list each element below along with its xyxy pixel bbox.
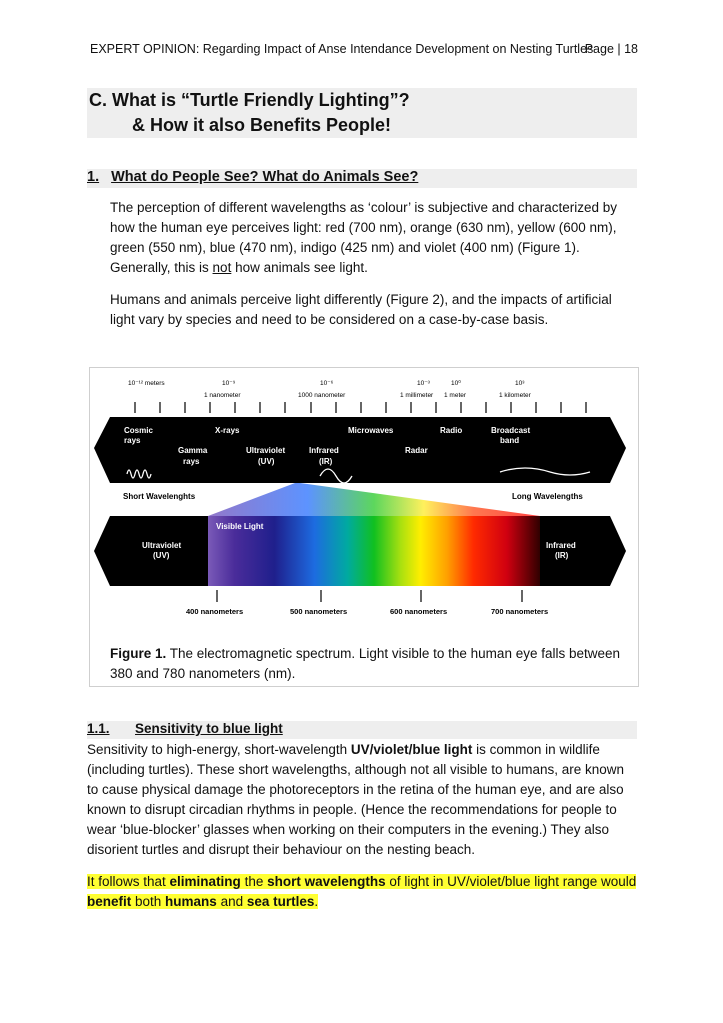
band-label: Cosmic xyxy=(124,426,153,435)
heading-1 xyxy=(87,169,637,188)
band-label: Broadcast xyxy=(491,426,531,435)
scale-label: 1 meter xyxy=(444,392,467,399)
heading-1-1 xyxy=(87,721,637,739)
para4-text: It follows that xyxy=(87,874,170,889)
band-label: Radio xyxy=(440,426,463,435)
section-c-heading xyxy=(87,88,637,138)
band-label: Ultraviolet xyxy=(246,446,286,455)
uv-label: Ultraviolet xyxy=(142,541,182,550)
heading-1-1-number: 1.1. xyxy=(87,721,110,736)
para4-bold: humans xyxy=(165,894,217,909)
band-label: rays xyxy=(124,436,141,445)
scale-label: 10⁻³ xyxy=(417,380,430,387)
para4-bold: sea turtles xyxy=(246,894,315,909)
nm-label: 500 nanometers xyxy=(290,607,348,616)
nm-label: 600 nanometers xyxy=(390,607,448,616)
caption-text: The electromagnetic spectrum. Light visible to the human eye falls between 380 and 780 nanometers (nm). xyxy=(110,646,621,681)
caption-label: Figure 1. xyxy=(110,646,167,661)
header-text: EXPERT OPINION: Regarding Impact of Anse Intendance Development on Nesting Turtles xyxy=(90,42,594,56)
heading-1-number: 1. xyxy=(87,169,100,185)
para1-text-end: how animals see light. xyxy=(231,260,368,275)
em-spectrum-diagram xyxy=(90,368,638,686)
para4-bold: short wavelengths xyxy=(267,874,386,889)
visible-light-fan xyxy=(208,483,540,516)
para4-bold: eliminating xyxy=(169,874,241,889)
heading-1-1-title: Sensitivity to blue light xyxy=(135,721,283,736)
paragraph-perceive: Humans and animals perceive light differently (Figure 2), and the impacts of artificial light vary by species and need to be considered on a case-by-case basis. xyxy=(110,292,612,327)
band-label: Infrared xyxy=(309,446,339,455)
nm-ticks xyxy=(217,590,522,602)
ir-label: (IR) xyxy=(555,551,569,560)
nm-label: 400 nanometers xyxy=(186,607,244,616)
section-c-line2: & How it also Benefits People! xyxy=(132,115,392,135)
scale-label: 1 millimeter xyxy=(400,392,434,399)
uv-label: (UV) xyxy=(153,551,170,560)
long-wavelengths-label: Long Wavelengths xyxy=(512,492,583,501)
scale-label: 10⁰ xyxy=(451,380,461,387)
paragraph-perception xyxy=(110,198,638,278)
para3-text: Sensitivity to high-energy, short-wavelength xyxy=(87,742,351,757)
band-label: X-rays xyxy=(215,426,240,435)
scale-label: 10⁻⁹ xyxy=(222,380,236,387)
band-label: band xyxy=(500,436,520,445)
band-label: Microwaves xyxy=(348,426,394,435)
para4-text: . xyxy=(314,894,319,909)
scale-label: 10³ xyxy=(515,380,525,387)
para4-text: and xyxy=(216,894,247,909)
scale-ticks xyxy=(135,402,586,413)
scale-label: 1 kilometer xyxy=(499,392,531,399)
para4-bold: benefit xyxy=(87,894,132,909)
section-c-line1: C. What is “Turtle Friendly Lighting”? xyxy=(89,90,410,110)
nm-label: 700 nanometers xyxy=(491,607,549,616)
para3-text-end: is common in wildlife (including turtles). These short wavelengths, although not all visible to humans, are known to cause physical damage the photoreceptors in the retina of the human eye, and are also known to disrupt circadian rhythms in people. (Hence the recommendations for people to wear ‘blue-blocker’ glasses when working on their computers in the evening.) They also disorient turtles and disrupt their behaviour on the nesting beach. xyxy=(87,742,625,857)
band-label: Gamma xyxy=(178,446,208,455)
band-label: (UV) xyxy=(258,457,275,466)
page-number: Page | 18 xyxy=(584,42,638,56)
band-label: rays xyxy=(183,457,200,466)
para4-text: both xyxy=(131,894,166,909)
heading-1-title: What do People See? What do Animals See? xyxy=(111,169,419,185)
para4-text: the xyxy=(240,874,268,889)
scale-label: 10⁻⁶ xyxy=(320,380,334,387)
para1-text: The perception of different wavelengths as ‘colour’ is subjective and characterized by how the human eye perceives light: red (700 nm), orange (630 nm), yellow (600 nm), green (550 nm), blue (470 nm), indigo (425 nm) and violet (400 nm) (Figure 1). Generally, this is xyxy=(110,200,618,275)
page-header xyxy=(90,42,638,56)
paragraph-blue-light xyxy=(87,740,639,860)
short-wavelengths-label: Short Wavelenghts xyxy=(123,492,196,501)
para1-not: not xyxy=(212,260,232,275)
ir-label: Infrared xyxy=(546,541,576,550)
para3-bold: UV/violet/blue light xyxy=(350,742,473,757)
scale-label: 1000 nanometer xyxy=(298,392,346,399)
visible-light-label: Visible Light xyxy=(216,522,264,531)
figure-1 xyxy=(89,367,639,687)
band-label: (IR) xyxy=(319,457,333,466)
band-label: Radar xyxy=(405,446,428,455)
paragraph-conclusion xyxy=(87,872,639,912)
figure-caption xyxy=(110,644,630,684)
scale-label: 1 nanometer xyxy=(204,392,241,399)
scale-label: 10⁻¹² meters xyxy=(128,380,165,387)
para4-text: of light in UV/violet/blue light range would xyxy=(385,874,637,889)
